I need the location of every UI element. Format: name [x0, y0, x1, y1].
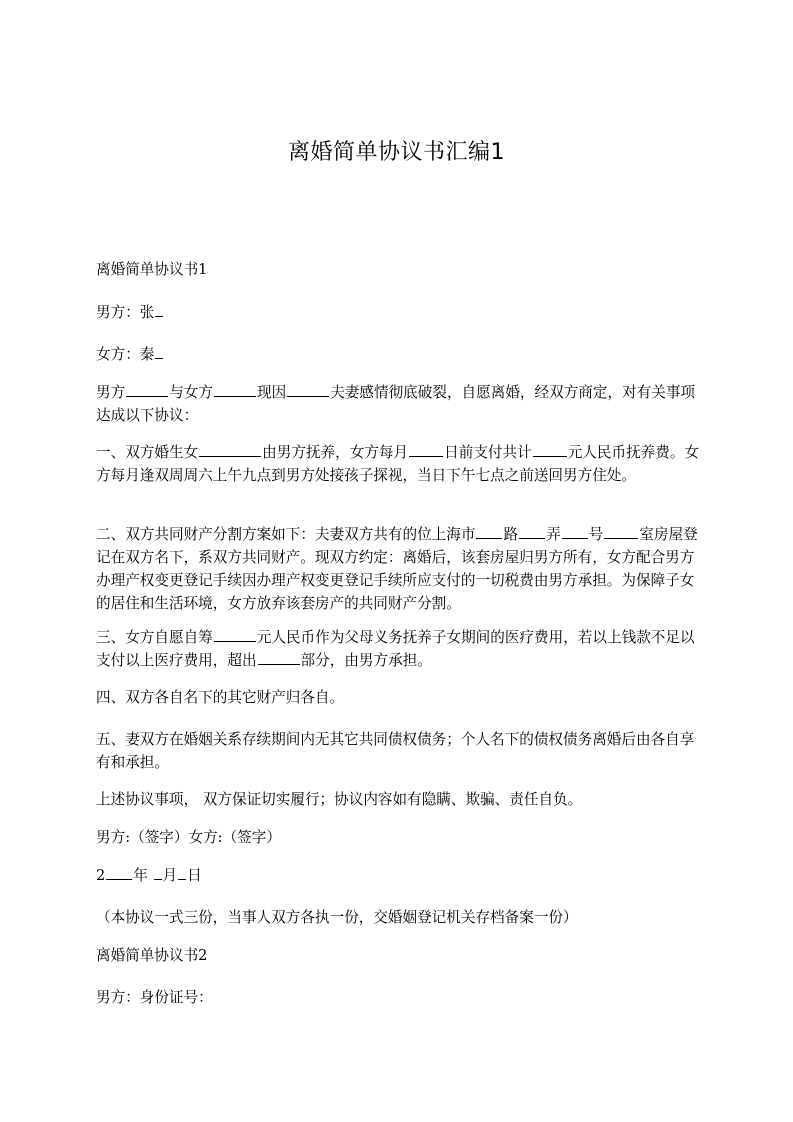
clause-3-blank-1	[214, 627, 256, 642]
clause-1-paragraph	[96, 441, 700, 487]
clause-2-text-1: 二、双方共同财产分割方案如下：夫妻双方共有的位上海市	[96, 526, 476, 543]
intro-blank-1	[126, 382, 168, 397]
guarantee-paragraph: 上述协议事项， 双方保证切实履行；协议内容如有隐瞒、欺骗、责任自负。	[96, 791, 583, 808]
date-text-4: 日	[187, 867, 202, 884]
female-name-blank	[155, 344, 163, 359]
female-party-label: 女方：秦	[96, 346, 155, 363]
day-blank	[178, 865, 186, 880]
clause-1-text-3: 日前支付共计	[444, 444, 532, 461]
date-text-2: 年	[133, 867, 148, 884]
clause-2-text-4: 号	[588, 526, 604, 543]
clause-3-text-1: 三、女方自愿自筹	[96, 629, 213, 646]
male-party-line	[96, 301, 700, 324]
male-party-label: 男方：张	[96, 304, 155, 321]
clause-2-blank-1	[476, 524, 502, 539]
signature-line: 男方:（签字）女方:（签字）	[96, 829, 281, 846]
clause-1-blank-1	[199, 442, 261, 457]
intro-text-3: 现因	[257, 384, 287, 401]
clause-1-blank-2	[409, 442, 443, 457]
clause-2-blank-2	[519, 524, 545, 539]
male-id-line: 男方：身份证号：	[96, 989, 213, 1006]
clause-2-paragraph	[96, 523, 700, 615]
clause-3-text-2: 元人民币作为父母义务抚养子女期间的医疗费用，若以上钱款不足以支付以上医疗费用，超出	[96, 629, 695, 669]
clause-2-blank-4	[604, 524, 638, 539]
clause-1-text-4: 元人民币抚养费。女方每月逢双周周六上午九点到男方处接孩子探视，当日下午七点之前送回男方住处。	[96, 444, 700, 484]
clause-3-paragraph	[96, 626, 700, 672]
document-title: 离婚简单协议书汇编1	[288, 140, 505, 165]
intro-blank-3	[287, 382, 329, 397]
intro-paragraph	[96, 381, 700, 427]
agreement-1-heading: 离婚简单协议书1	[96, 261, 208, 278]
intro-text-2: 与女方	[169, 384, 213, 401]
date-line	[96, 864, 700, 887]
clause-2-text-5: 室房屋登记在双方名下，系双方共同财产。现双方约定：离婚后，该套房屋归男方所有，女方配合男方办理产权变更登记手续因办理产权变更登记手续所应支付的一切税费由男方承担。为保障子女的居住和生活环境，女方放弃该套房产的共同财产分割。	[96, 526, 698, 612]
clause-4-paragraph: 四、双方各自名下的其它财产归各自。	[96, 689, 345, 706]
intro-blank-2	[214, 382, 256, 397]
clause-2-text-3: 弄	[546, 526, 561, 543]
intro-text-4: 夫妻感情彻底破裂，自愿离婚，经双方商定，对有关事项达成以下协议：	[96, 384, 696, 424]
male-name-blank	[155, 302, 163, 317]
clause-3-text-3: 部分，由男方承担。	[300, 652, 432, 669]
month-blank	[154, 865, 162, 880]
clause-1-blank-3	[533, 442, 567, 457]
intro-text-1: 男方	[96, 384, 126, 401]
female-party-line	[96, 343, 700, 366]
year-blank	[106, 865, 132, 880]
clause-1-text-1: 一、双方婚生女	[96, 444, 199, 461]
clause-3-blank-2	[258, 650, 300, 665]
date-text-3: 月	[162, 867, 178, 884]
clause-2-text-2: 路	[503, 526, 519, 543]
agreement-2-heading: 离婚简单协议书2	[96, 947, 208, 964]
date-text-1: 2	[96, 867, 106, 884]
clause-2-blank-3	[562, 524, 588, 539]
copies-note: （本协议一式三份，当事人双方各执一份，交婚姻登记机关存档备案一份）	[96, 909, 578, 926]
clause-1-text-2: 由男方抚养，女方每月	[262, 444, 409, 461]
clause-5-paragraph: 五、妻双方在婚姻关系存续期间内无其它共同债权债务；个人名下的债权债务离婚后由各自享有和承担。	[96, 731, 695, 771]
